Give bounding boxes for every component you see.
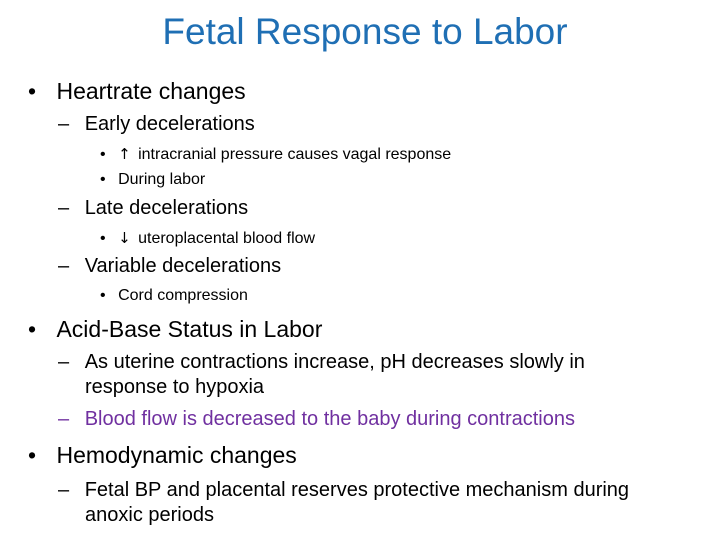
bullet-icon: • [100,287,106,304]
late-heading: Late decelerations [84,197,249,219]
early-heading: Early decelerations [84,113,255,135]
dash-icon: – [58,113,70,135]
early-item-1: intracranial pressure causes vagal response [138,146,452,163]
dash-icon: – [58,255,70,277]
dash-icon: – [58,408,70,430]
dash-icon: – [58,351,70,373]
acid-base-heading: Acid-Base Status in Labor [56,316,323,342]
subbullet-acid-base-2 [58,407,575,432]
bullet-icon: • [28,442,37,468]
hemodynamic-heading: Hemodynamic changes [56,442,297,468]
item-late-1 [100,228,315,249]
early-item-2: During labor [118,171,206,188]
hemodynamic-item-1-line-1: Fetal BP and placental reserves protective mechanism during [84,479,630,501]
dash-icon: – [58,479,70,501]
subbullet-acid-base-1 [58,350,585,375]
bullet-icon: • [28,316,37,342]
acid-base-item-1-line-1: As uterine contractions increase, pH decreases slowly in [84,351,585,373]
down-arrow-icon: ↓ [118,229,131,247]
subbullet-hemodynamic-1 [58,478,629,503]
acid-base-item-2: Blood flow is decreased to the baby during contractions [84,408,575,430]
hemodynamic-item-1-line-2: anoxic periods [85,504,214,526]
late-item-1: uteroplacental blood flow [138,230,316,247]
dash-icon: – [58,197,70,219]
variable-item-1: Cord compression [118,287,248,304]
bullet-acid-base [28,314,322,344]
item-early-2 [100,170,205,190]
subbullet-variable [58,254,281,279]
item-early-1 [100,144,451,165]
heartrate-heading: Heartrate changes [56,78,246,104]
subbullet-early [58,112,255,137]
slide-title: Fetal Response to Labor [162,11,568,52]
bullet-icon: • [100,171,106,188]
bullet-hemodynamic [28,440,297,470]
bullet-heartrate [28,76,246,106]
bullet-icon: • [100,230,106,247]
variable-heading: Variable decelerations [84,255,282,277]
bullet-icon: • [28,78,37,104]
bullet-icon: • [100,146,106,163]
item-variable-1 [100,286,248,306]
acid-base-item-1-line-2: response to hypoxia [85,376,265,398]
up-arrow-icon: ↑ [118,145,131,163]
subbullet-late [58,196,248,221]
